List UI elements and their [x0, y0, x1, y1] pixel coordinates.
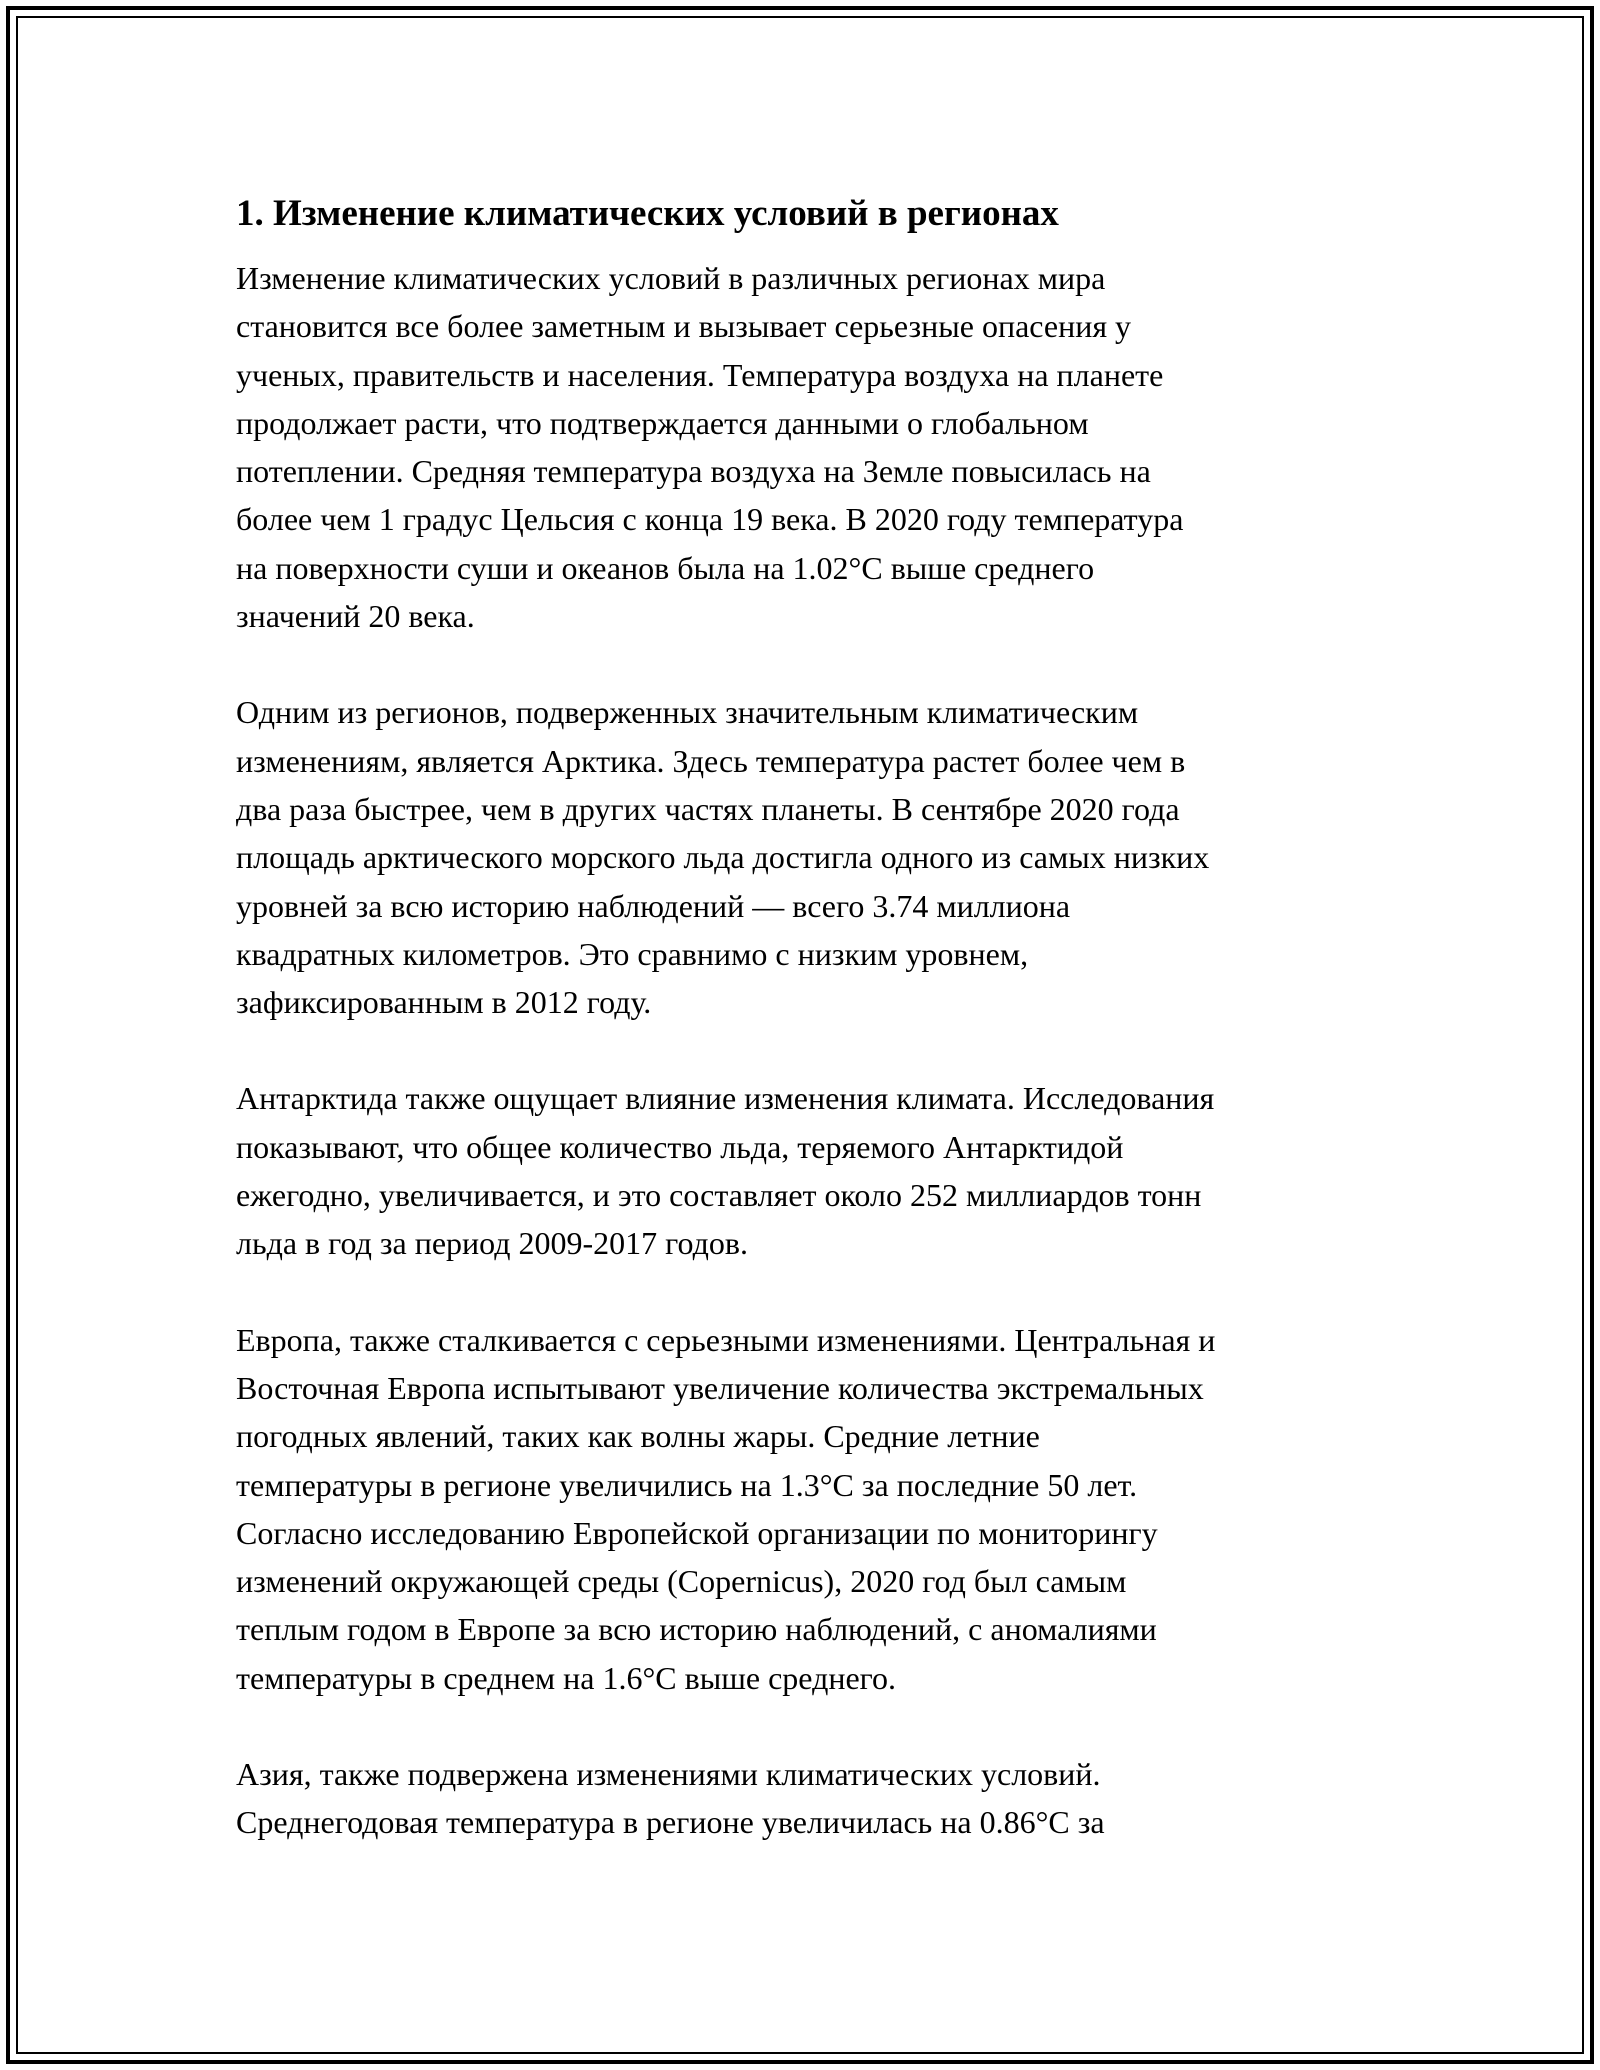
paragraph-europe: Европа, также сталкивается с серьезными изменениями. Центральная и Восточная Европа испытывают увеличение количества экстремальных погодных явлений, таких как волны жары. Средние летние температуры в регионе увеличились на 1.3°C за последние 50 лет. Согласно исследованию Европейской организации по мониторингу изменений окружающей среды (Copernicus), 2020 год был самым теплым годом в Европе за всю историю наблюдений, с аномалиями температуры в среднем на 1.6°C выше среднего. — [236, 1321, 1216, 1696]
document-body — [236, 188, 1386, 1895]
section-heading: 1. Изменение климатических условий в регионах — [236, 193, 1059, 234]
paragraph-arctic: Одним из регионов, подверженных значительным климатическим изменениям, является Арктика. Здесь температура растет более чем в два раза быстрее, чем в других частях планеты. В сентябре 2020 года площадь арктического морского льда достигла одного из самых низких уровней за всю историю наблюдений — всего 3.74 миллиона квадратных километров. Это сравнимо с низким уровнем, зафиксированным в 2012 году. — [236, 694, 1210, 1021]
paragraph-asia: Азия, также подвержена изменениями климатических условий. Среднегодовая температура в регионе увеличилась на 0.86°C за — [236, 1756, 1105, 1841]
paragraph-global-warming: Изменение климатических условий в различных регионах мира становится все более заметным и вызывает серьезные опасения у ученых, правительств и населения. Температура воздуха на планете продолжает расти, что подтверждается данными о глобальном потеплении. Средняя температура воздуха на Земле повысилась на более чем 1 градус Цельсия с конца 19 века. В 2020 году температура на поверхности суши и океанов была на 1.02°C выше среднего значений 20 века. — [236, 260, 1184, 635]
paragraph-antarctica: Антарктида также ощущает влияние изменения климата. Исследования показывают, что общее количество льда, теряемого Антарктидой ежегодно, увеличивается, и это составляет около 252 миллиардов тонн льда в год за период 2009-2017 годов. — [236, 1080, 1215, 1262]
